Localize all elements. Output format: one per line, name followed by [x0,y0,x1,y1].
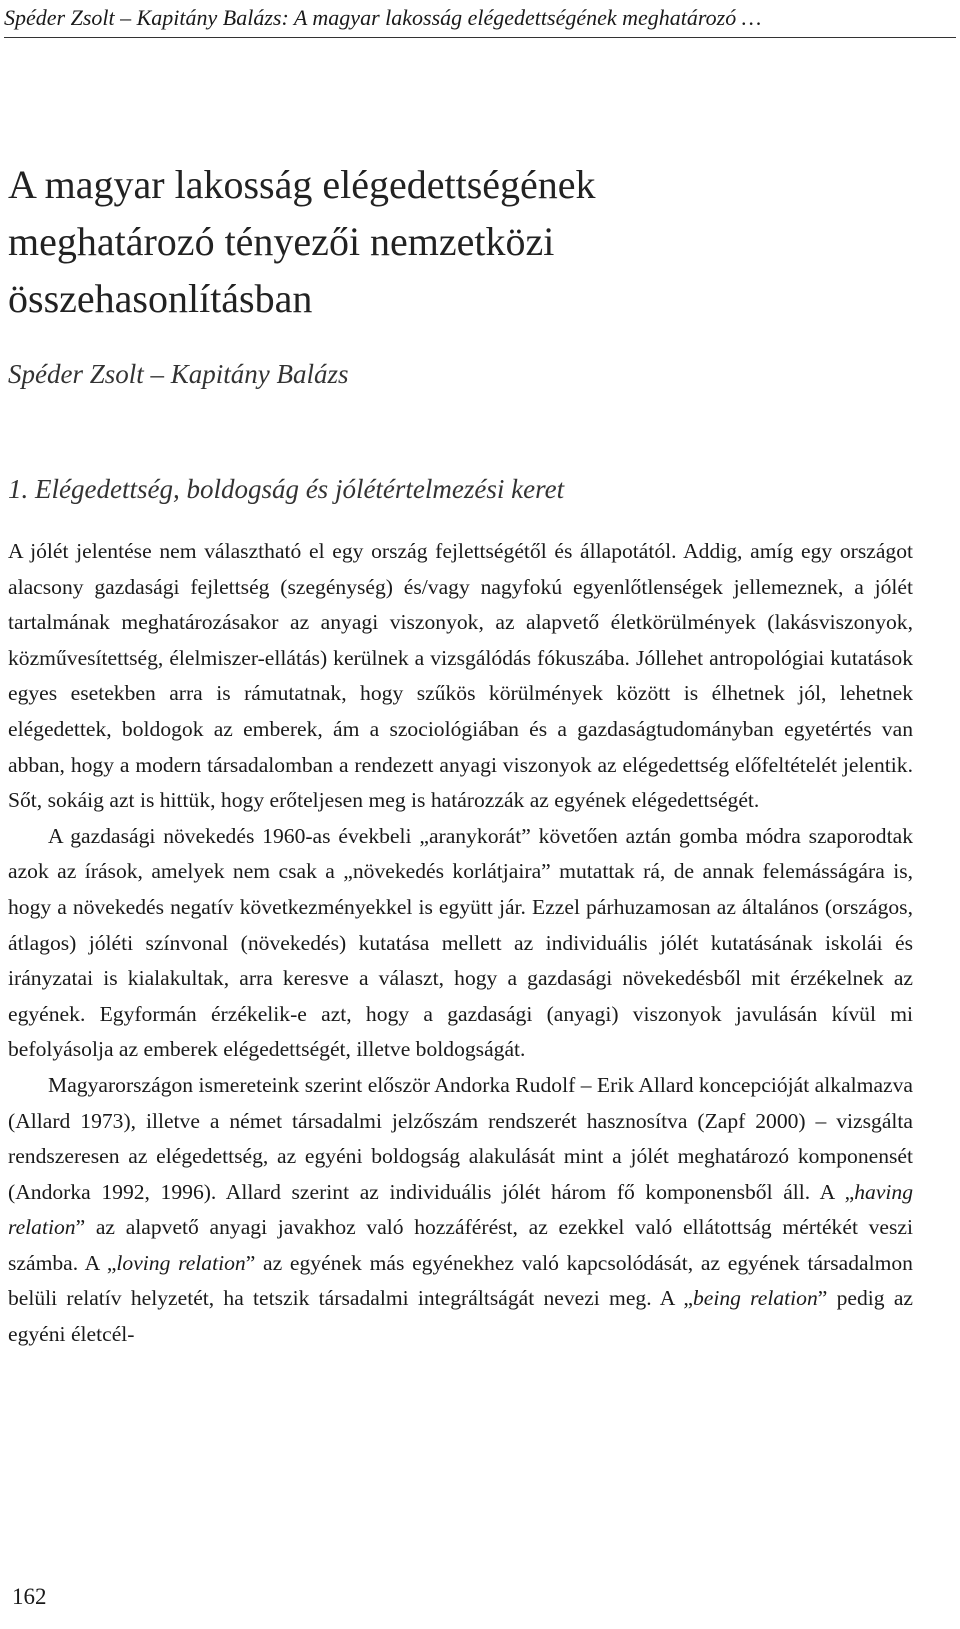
title-line-1: A magyar lakosság elégedettségének [8,162,596,207]
paragraph-2: A gazdasági növekedés 1960-as évekbeli „aranykorát” követően aztán gomba módra szaporodtak azok az írások, amelyek nem csak a „növekedés korlátjaira” mutattak rá, de annak felemásságára is, hogy a növekedés negatív következményekkel is együtt jár. Ezzel párhuzamosan az általános (országos, átlagos) jóléti színvonal (növekedés) kutatása mellett az individuális jólét kutatásának iskolái és irányzatai is kialakultak, arra keresve a választ, hogy a gazdasági növekedésből mit érzékelnek az egyének. Egyformán érzékelik-e azt, hogy a gazdasági (anyagi) viszonyok javulásán kívül mi befolyásolja az emberek elégedettségét, illetve boldogságát. [8,823,913,1062]
term-being-relation: being relation [692,1286,818,1311]
article-title [8,156,908,327]
title-line-2: meghatározó tényezői nemzetközi [8,219,555,264]
paragraph-3-text-4: ” pedig az egyéni életcél- [8,1286,913,1347]
paragraph-1: A jólét jelentése nem választható el egy ország fejlettségétől és állapotától. Addig, amíg egy országot alacsony gazdasági fejlettség (szegénység) és/vagy nagyfokú egyenlőtlenségek jellemeznek, a jólét tartalmának meghatározásakor az anyagi viszonyok, az alapvető életkörülmények (lakásviszonyok, közművesítettség, élelmiszer-ellátás) kerülnek a vizsgálódás fókuszába. Jóllehet antropológiai kutatások egyes esetekben arra is rámutatnak, hogy szűkös körülmények között is élhetnek jól, lehetnek elégedettek, boldogok az emberek, ám a szociológiában és a gazdaságtudományban egyetértés van abban, hogy a modern társadalomban a rendezett anyagi viszonyok az elégedettség előfeltételét jelentik. Sőt, sokáig azt is hittük, hogy erőteljesen meg is határozzák az egyének elégedettségét. [8,539,913,813]
term-having-relation: having relation [8,1179,913,1240]
section-heading: 1. Elégedettség, boldogság és jólétértelmezési keret [8,474,565,504]
article-authors: Spéder Zsolt – Kapitány Balázs [8,359,349,389]
term-loving-relation: loving relation [116,1250,246,1275]
paragraph-3 [8,1068,913,1353]
running-head: Spéder Zsolt – Kapitány Balázs: A magyar lakosság elégedettségének meghatározó … [4,5,762,30]
paragraph-3-text-1: Magyarországon ismereteink szerint először Andorka Rudolf – Erik Allard koncepcióját alkalmazva (Allard 1973), illetve a német társadalmi jelzőszám rendszerét hasznosítva (Zapf 2000) – vizsgálta rendszeresen az elégedettség, az egyéni boldogság alakulását mint a jólét meghatározó komponensét (Andorka 1992, 1996). Allard szerint az individuális jólét három fő komponensből áll. A „ [8,1072,913,1204]
page-number: 162 [12,1584,47,1609]
paragraph-3-text-2: ” az alapvető anyagi javakhoz való hozzáférést, az ezekkel való ellátottság mértékét veszi számba. A „ [8,1215,913,1275]
paragraph-3-text-3: ” az egyének más egyénekhez való kapcsolódását, az egyének társadalmon belüli relatív helyzetét, ha tetszik társadalmi integráltságát nevezi meg. A „ [8,1250,913,1311]
header-rule [4,37,956,38]
article-body [8,534,913,1353]
title-line-3: összehasonlításban [8,276,313,321]
